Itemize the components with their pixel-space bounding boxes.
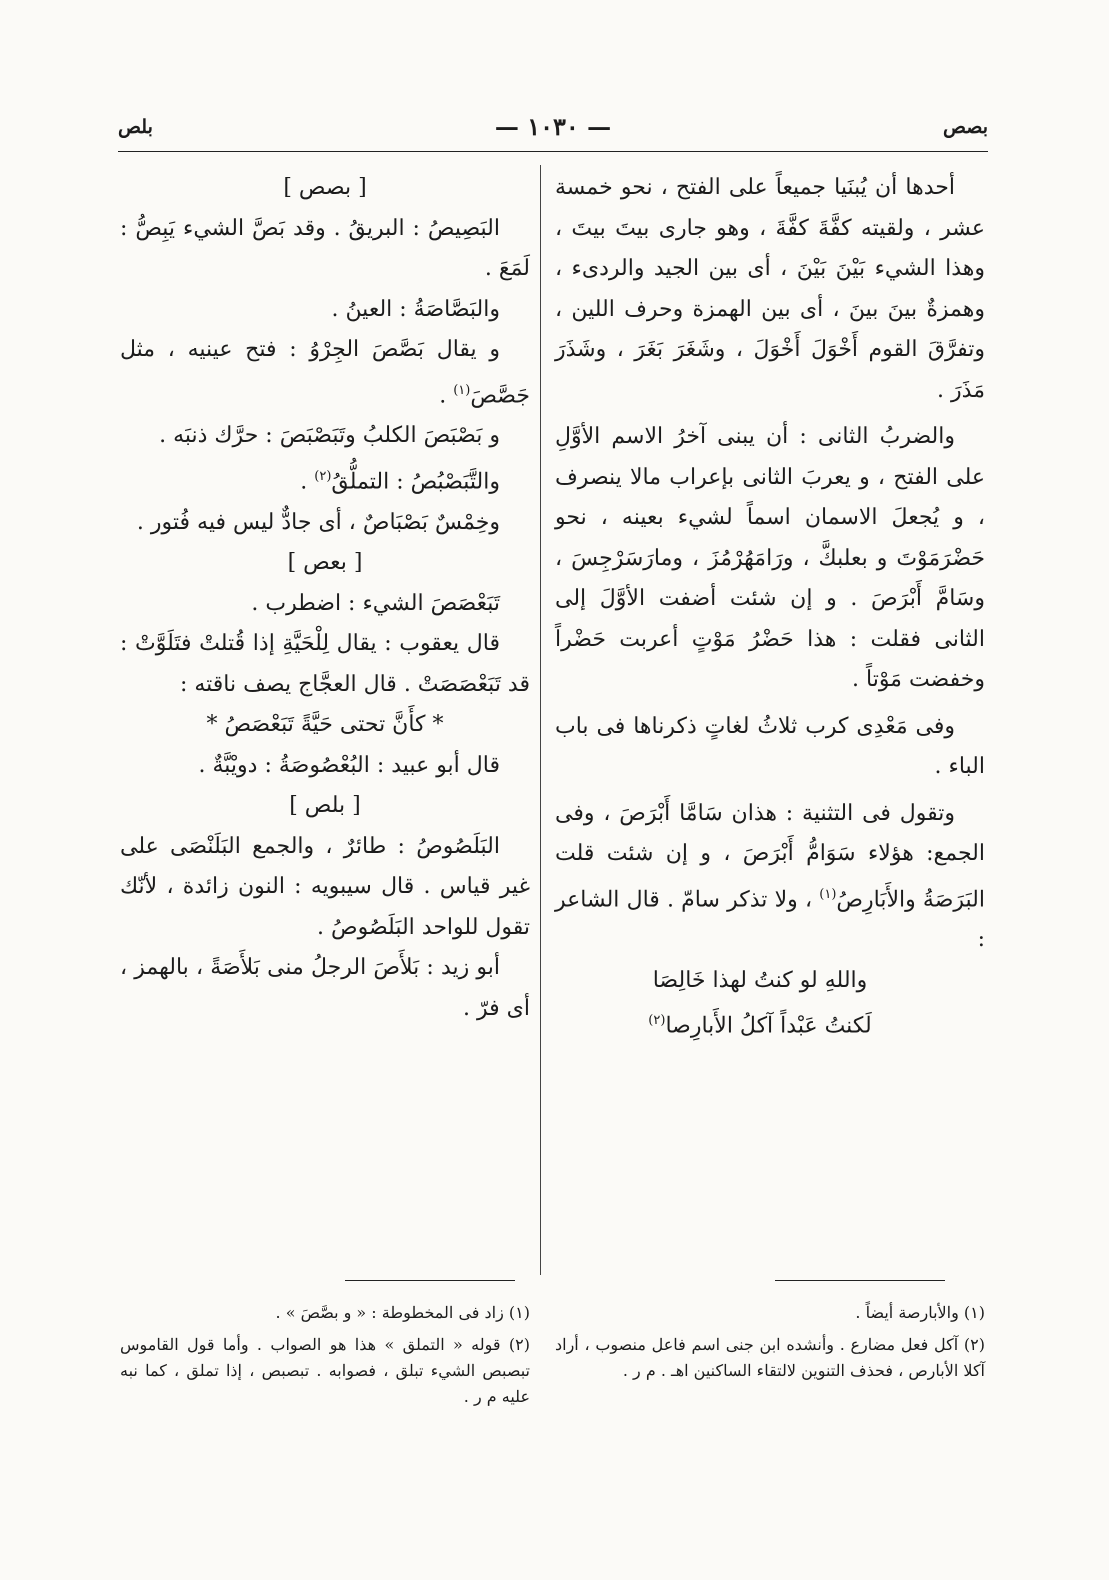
footnotes-right: [555, 1300, 985, 1390]
right-column: [555, 168, 985, 1047]
entry-bls-line-2: أبو زيد : بَلأَصَ الرجلُ منى بَلأَصَةً ، بالهمز ، أى فرّ .: [120, 955, 530, 1021]
right-para-4: [555, 794, 985, 961]
entry-bss-line-2: والبَصَّاصَةُ : العينُ .: [331, 296, 500, 322]
column-divider: [540, 165, 541, 1275]
entry-bls-line-1: البَلَصُوصُ : طائرٌ ، والجمع البَلَنْصَى على غير قياس . قال سيبويه : النون زائدة ، لأنّك تقول للواحد البَلَصُوصُ .: [120, 833, 530, 940]
right-para-1: أحدها أن يُبنَيا جميعاً على الفتح ، نحو خمسة عشر ، ولقيته كفَّةَ كفَّةَ ، وهو جارى بيتَ بيتَ ، وهذا الشيء بَيْنَ بَيْنَ ، أى بين الجيد والردىء ، وهمزةٌ بينَ بينَ ، أى بين الهمزة وحرف اللين ، وتفرَّقَ القوم أَخْوَلَ أَخْوَلَ ، وشَغَرَ بَغَرَ ، وشَذَرَ مَذَرَ .: [555, 175, 985, 403]
entry-bss-line-3: [120, 330, 530, 416]
entry-bss-line-4: و بَصْبَصَ الكلبُ وتَبَصْبَصَ : حرَّك ذنبَه .: [159, 423, 500, 449]
footnote-rule-left: [345, 1280, 515, 1281]
right-para-2: والضربُ الثانى : أن يبنى آخرُ الاسم الأوَّلِ على الفتح ، و يعربَ الثانى بإعراب مالا ينصرف ، و يُجعلَ الاسمان اسماً لشيء بعينه ، نحو حَضْرَمَوْتَ و بعلبكَّ ، ورَامَهُرْمُزَ ، ومارَسَرْجِسَ ، وسَامَّ أَبْرَصَ . و إن شئت أضفت الأوَّلَ إلى الثانى فقلت : هذا حَضْرُ مَوْتٍ أعربت حَضْراً وخفضت مَوْتاً .: [555, 424, 985, 692]
entry-bas-verse: * كأَنَّ تحتى حَيَّةً تَبَعْصَصُ *: [206, 712, 444, 738]
verse-line-1: واللهِ لو كنتُ لهذا خَالِصَا: [652, 967, 868, 993]
footnote-ref: (١): [819, 886, 837, 902]
header-rule: [118, 151, 988, 152]
verse-line-2: [555, 1001, 985, 1047]
page-header: [118, 110, 988, 150]
footnote-left-1: (١) زاد فى المخطوطة : « و بصَّصَ » .: [275, 1303, 530, 1322]
right-para-3: وفى مَعْدِى كرب ثلاثُ لغاتٍ ذكرناها فى باب الباء .: [555, 713, 985, 779]
entry-bss-line-6: وخِمْسٌ بَصْبَاصٌ ، أى جادٌّ ليس فيه فُتور .: [136, 509, 500, 535]
header-headword-right: بصص: [942, 116, 988, 138]
header-headword-left: بلص: [118, 116, 153, 138]
footnotes-left: [120, 1300, 530, 1416]
footnote-ref: (٢): [314, 468, 332, 484]
footnote-left-2: (٢) قوله « التملق » هذا هو الصواب . وأما قول القاموس تبصبص الشيء تبلق ، فصوابه . تبصبص ، إذا تملق ، كما نبه عليه م ر .: [120, 1335, 530, 1406]
footnote-right-2: (٢) آكل فعل مضارع . وأنشده ابن جنى اسم فاعل منصوب ، أراد آكلا الأبارص ، فحذف التنوين لالتقاء الساكنين اهـ . م ر .: [555, 1335, 985, 1380]
entry-title-bas: [ بعص ]: [287, 550, 363, 576]
entry-bas-line-3: قال أبو عبيد : البُعْصُوصَةُ : دويْبَّةٌ .: [198, 752, 500, 778]
footnote-ref: (١): [453, 382, 471, 398]
right-para-4-end: ، ولا تذكر سامّ . قال الشاعر :: [555, 886, 985, 953]
right-para-4-text: وتقول فى التثنية : هذان سَامَّا أَبْرَصَ ، وفى الجمع: هؤلاء سَوَامُّ أَبْرَصَ ، و إن شئت قلت البَرَصَةُ والأَبَارِصُ: [555, 800, 985, 912]
entry-bss-line-5-end: .: [300, 469, 315, 495]
footnote-right-1: (١) والأبارصة أيضاً .: [855, 1303, 985, 1322]
entry-bss-line-5-text: والتَّبَصْبُصُ : التملُّقُ: [331, 469, 500, 495]
entry-title-bss: [ بصص ]: [283, 175, 367, 200]
footnote-ref: (٢): [648, 1013, 666, 1029]
entry-bss-line-5: [120, 457, 530, 503]
entry-bss-line-3-text: و يقال بَصَّصَ الجِرْوُ : فتح عينيه ، مثل جَصَّصَ: [120, 337, 530, 408]
left-column: [120, 168, 530, 1029]
entry-bss-line-1: البَصِيصُ : البريقُ . وقد بَصَّ الشيء يَبِصُّ : لَمَعَ .: [120, 215, 530, 281]
entry-bss-line-3-end: .: [439, 382, 454, 408]
entry-bas-line-1: تَبَعْصَصَ الشيء : اضطرب .: [251, 590, 500, 616]
footnote-rule-right: [775, 1280, 945, 1281]
page-number: — ١٠٣٠ —: [494, 112, 612, 141]
verse-line-2-text: لَكنتُ عَبْداً آكلُ الأَبارِصا: [665, 1013, 872, 1039]
entry-title-bls: [ بلص ]: [289, 793, 361, 819]
entry-bas-line-2: قال يعقوب : يقال لِلْحَيَّةِ إذا قُتلتْ فتَلَوَّتْ : قد تَبَعْصَصَتْ . قال العجَّاج يصف ناقته :: [120, 631, 530, 697]
